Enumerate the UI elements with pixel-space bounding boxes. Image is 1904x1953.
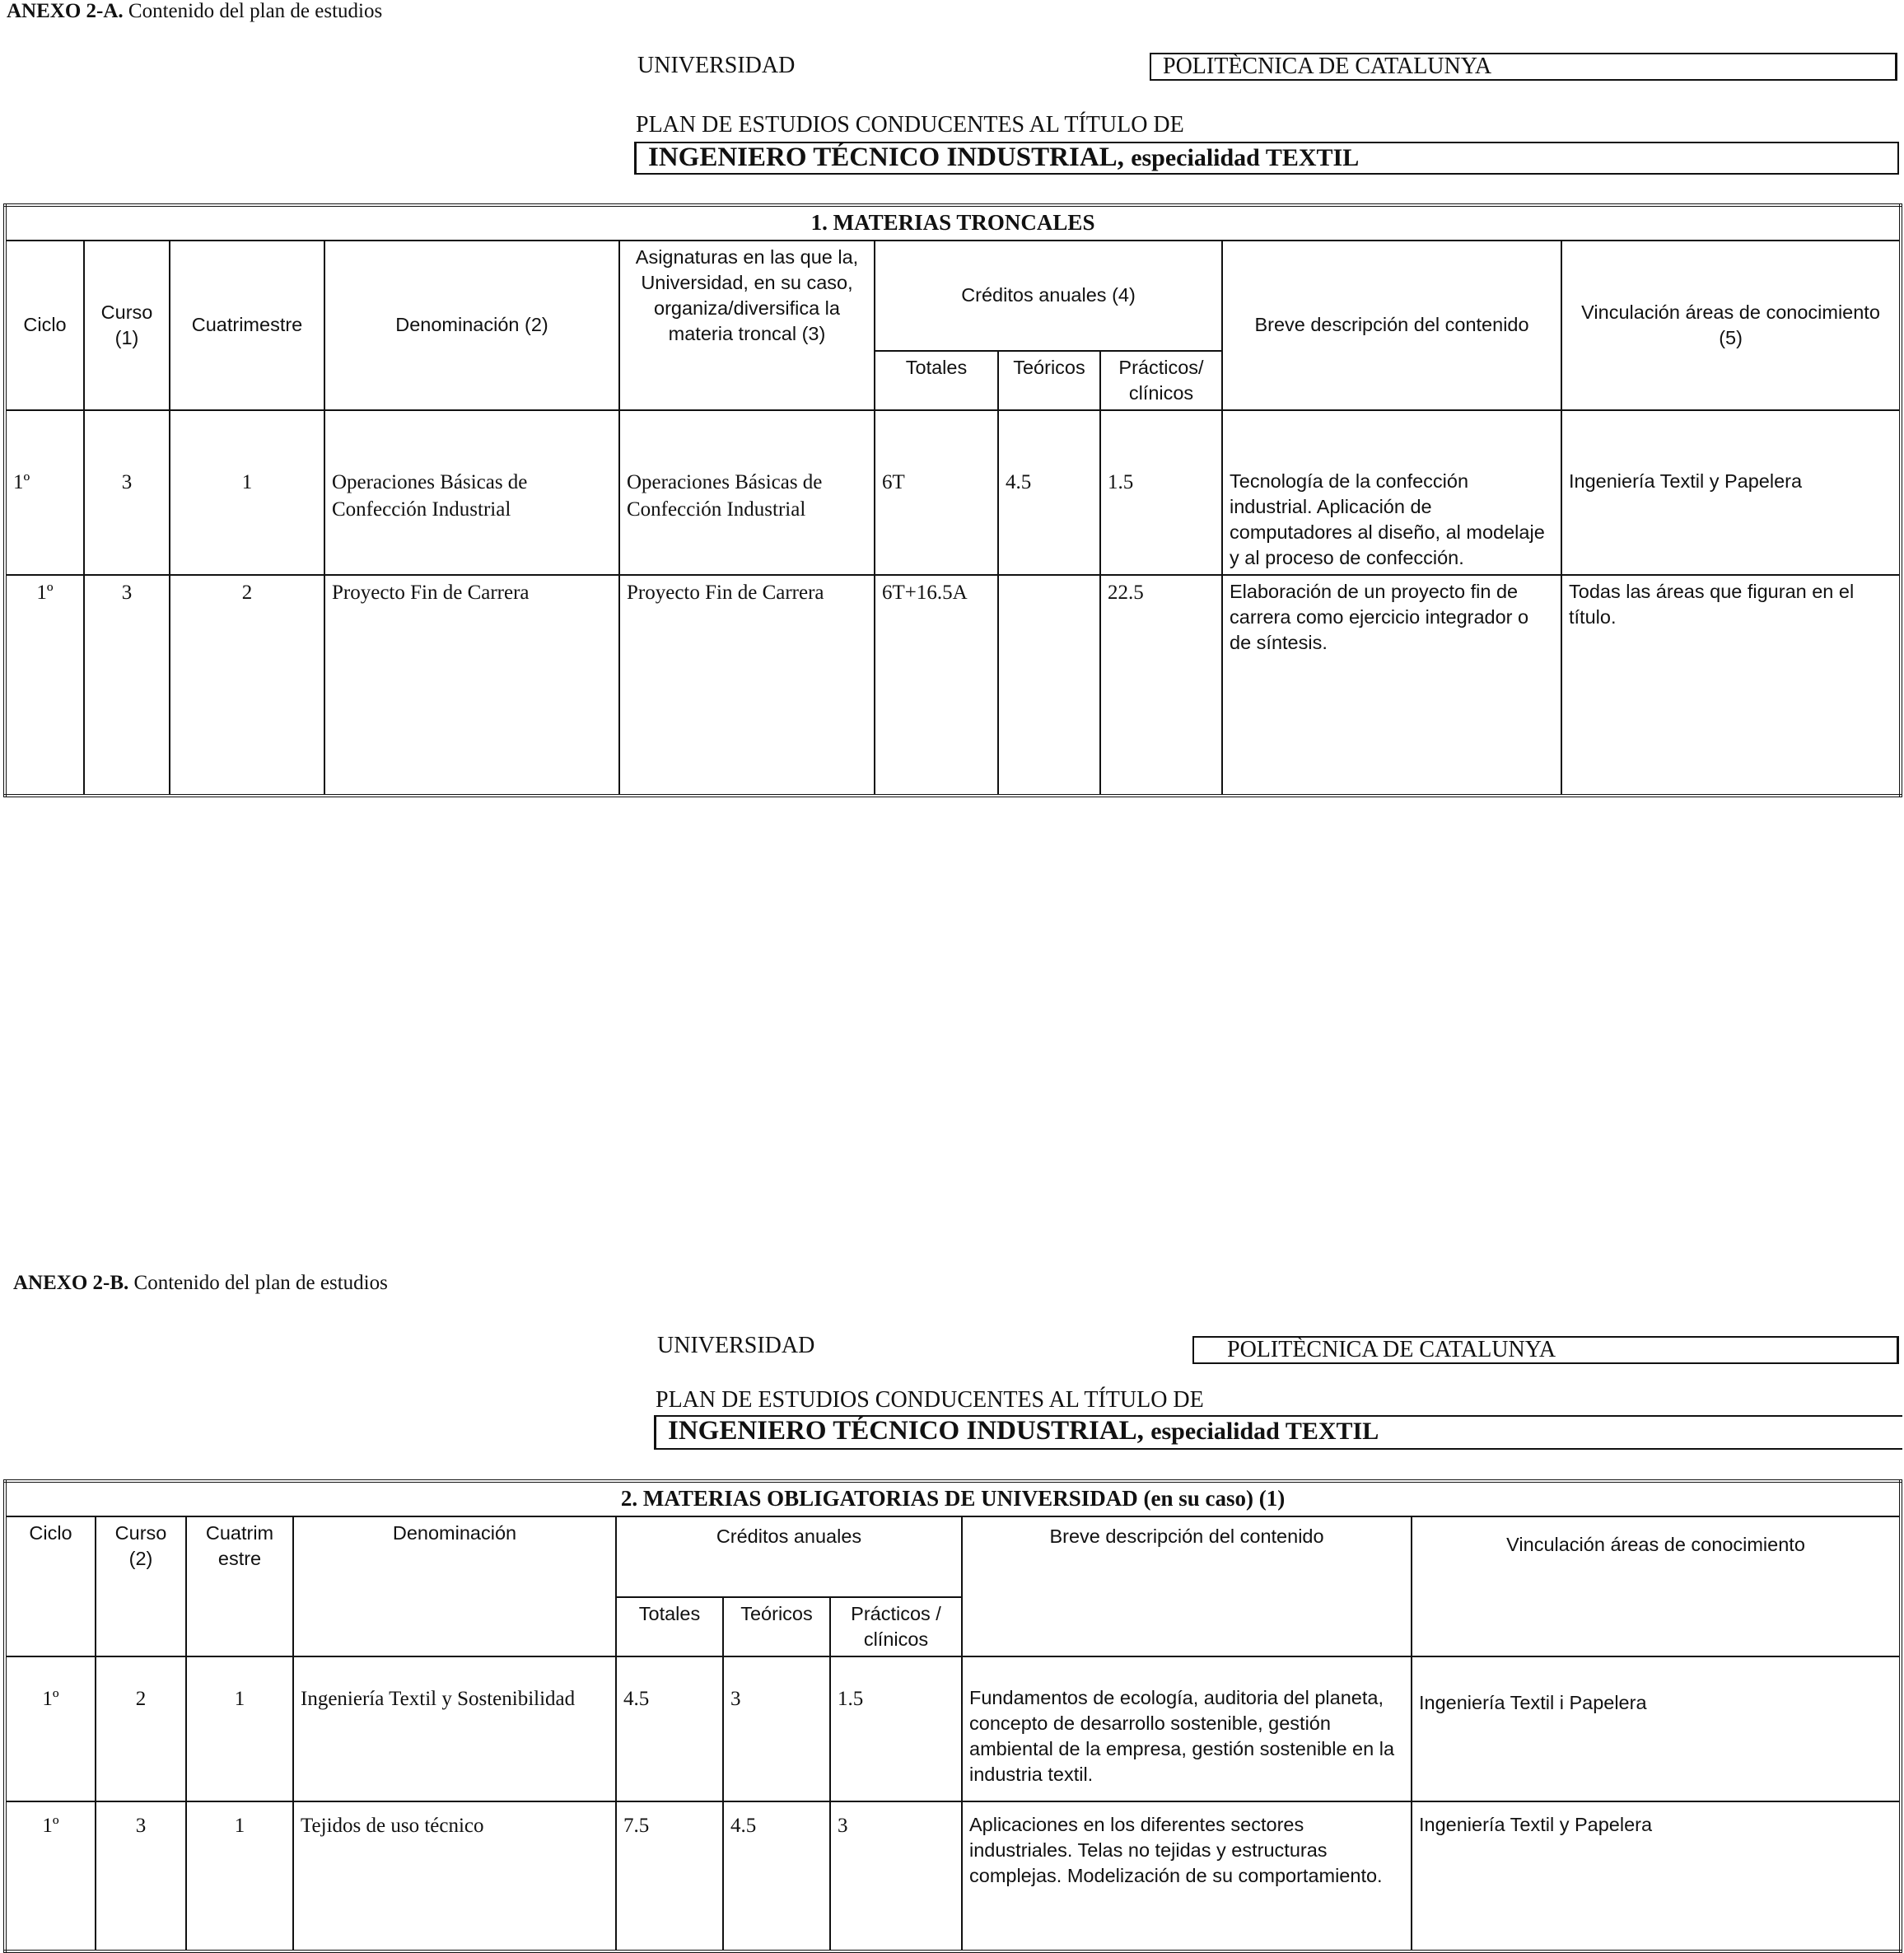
cell-ciclo: 1º (5, 1801, 96, 1951)
annex-b-degree-title (654, 1415, 1902, 1450)
cell-totales: 7.5 (616, 1801, 723, 1951)
cell-cuatrimestre: 1 (186, 1801, 293, 1951)
cell-descripcion: Fundamentos de ecología, auditoria del planeta, concepto de desarrollo sostenible, gestión ambiental de la empresa, gestión sostenible en la industria textil. (962, 1656, 1412, 1801)
cell-curso: 2 (96, 1656, 186, 1801)
annex-b-title-specialty: especialidad TEXTIL (1150, 1418, 1379, 1445)
annex-a-subtitle: Contenido del plan de estudios (128, 0, 383, 22)
header-ciclo: Ciclo (5, 1516, 96, 1656)
table-row (5, 575, 1901, 796)
header-vinculacion: Vinculación áreas de conocimiento (1412, 1516, 1901, 1656)
header-cuatrimestre: Cuatrimestre (170, 241, 324, 410)
annex-a-label: ANEXO 2-A. (7, 0, 124, 22)
annex-b-banner: 2. MATERIAS OBLIGATORIAS DE UNIVERSIDAD (en su caso) (1) (5, 1481, 1901, 1516)
annex-a-university-label: UNIVERSIDAD (637, 53, 796, 78)
cell-curso: 3 (84, 410, 170, 575)
annex-a-plan-label: PLAN DE ESTUDIOS CONDUCENTES AL TÍTULO DE (636, 112, 1184, 138)
header-denominacion: Denominación (293, 1516, 616, 1656)
cell-teoricos: 3 (723, 1656, 830, 1801)
cell-teoricos: 4.5 (998, 410, 1100, 575)
cell-teoricos: 4.5 (723, 1801, 830, 1951)
annex-b-university-label: UNIVERSIDAD (657, 1333, 815, 1358)
annex-b-heading (13, 1272, 388, 1295)
header-descripcion: Breve descripción del contenido (962, 1516, 1412, 1656)
cell-totales: 6T (875, 410, 998, 575)
cell-descripcion: Tecnología de la confección industrial. Aplicación de computadores al diseño, al modelaje y al proceso de confección. (1222, 410, 1561, 575)
cell-vinculacion: Ingeniería Textil i Papelera (1412, 1656, 1901, 1801)
cell-cuatrimestre: 1 (170, 410, 324, 575)
annex-a-title-specialty: especialidad TEXTIL (1131, 144, 1360, 171)
annex-a-table (3, 203, 1902, 797)
cell-totales: 6T+16.5A (875, 575, 998, 796)
annex-a-heading (7, 0, 382, 23)
cell-descripcion: Elaboración de un proyecto fin de carrera como ejercicio integrador o de síntesis. (1222, 575, 1561, 796)
header-teoricos: Teóricos (998, 351, 1100, 410)
cell-descripcion: Aplicaciones en los diferentes sectores industriales. Telas no tejidas y estructuras complejas. Modelización de su comportamiento. (962, 1801, 1412, 1951)
header-creditos: Créditos anuales (616, 1516, 962, 1597)
cell-cuatrimestre: 1 (186, 1656, 293, 1801)
cell-asignaturas: Operaciones Básicas de Confección Industrial (619, 410, 875, 575)
table-row (5, 410, 1901, 575)
cell-curso: 3 (84, 575, 170, 796)
cell-denominacion: Operaciones Básicas de Confección Industrial (324, 410, 619, 575)
header-ciclo: Ciclo (5, 241, 84, 410)
header-vinculacion: Vinculación áreas de conocimiento (5) (1561, 241, 1901, 410)
header-totales: Totales (875, 351, 998, 410)
cell-ciclo: 1º (5, 575, 84, 796)
cell-cuatrimestre: 2 (170, 575, 324, 796)
header-creditos: Créditos anuales (4) (875, 241, 1222, 351)
cell-teoricos (998, 575, 1100, 796)
annex-b-label: ANEXO 2-B. (13, 1272, 129, 1294)
header-practicos: Prácticos/ clínicos (1100, 351, 1222, 410)
header-practicos: Prácticos / clínicos (830, 1597, 962, 1656)
cell-practicos: 3 (830, 1801, 962, 1951)
annex-a-university-value: POLITÈCNICA DE CATALUNYA (1150, 53, 1897, 81)
header-teoricos: Teóricos (723, 1597, 830, 1656)
header-curso: Curso (2) (96, 1516, 186, 1656)
header-denominacion: Denominación (2) (324, 241, 619, 410)
cell-practicos: 22.5 (1100, 575, 1222, 796)
header-cuatrimestre: Cuatrim estre (186, 1516, 293, 1656)
header-curso: Curso (1) (84, 241, 170, 410)
annex-a-title-main: INGENIERO TÉCNICO INDUSTRIAL, (648, 143, 1124, 172)
cell-denominacion: Tejidos de uso técnico (293, 1801, 616, 1951)
cell-asignaturas: Proyecto Fin de Carrera (619, 575, 875, 796)
cell-denominacion: Proyecto Fin de Carrera (324, 575, 619, 796)
annex-a-banner: 1. MATERIAS TRONCALES (5, 205, 1901, 241)
cell-totales: 4.5 (616, 1656, 723, 1801)
cell-vinculacion: Todas las áreas que figuran en el título. (1561, 575, 1901, 796)
annex-b-university-value: POLITÈCNICA DE CATALUNYA (1192, 1336, 1899, 1364)
annex-b-table (3, 1479, 1902, 1953)
cell-vinculacion: Ingeniería Textil y Papelera (1412, 1801, 1901, 1951)
cell-curso: 3 (96, 1801, 186, 1951)
cell-vinculacion: Ingeniería Textil y Papelera (1561, 410, 1901, 575)
cell-ciclo: 1º (5, 410, 84, 575)
header-asignaturas: Asignaturas en las que la, Universidad, en su caso, organiza/diversifica la materia troncal (3) (619, 241, 875, 410)
annex-b-subtitle: Contenido del plan de estudios (133, 1272, 388, 1294)
header-descripcion: Breve descripción del contenido (1222, 241, 1561, 410)
table-row (5, 1801, 1901, 1951)
cell-ciclo: 1º (5, 1656, 96, 1801)
cell-practicos: 1.5 (1100, 410, 1222, 575)
cell-denominacion: Ingeniería Textil y Sostenibilidad (293, 1656, 616, 1801)
annex-b-plan-label: PLAN DE ESTUDIOS CONDUCENTES AL TÍTULO DE (656, 1387, 1204, 1413)
annex-a-degree-title (634, 142, 1899, 175)
header-totales: Totales (616, 1597, 723, 1656)
table-row (5, 1656, 1901, 1801)
cell-practicos: 1.5 (830, 1656, 962, 1801)
annex-b-title-main: INGENIERO TÉCNICO INDUSTRIAL, (668, 1416, 1144, 1446)
